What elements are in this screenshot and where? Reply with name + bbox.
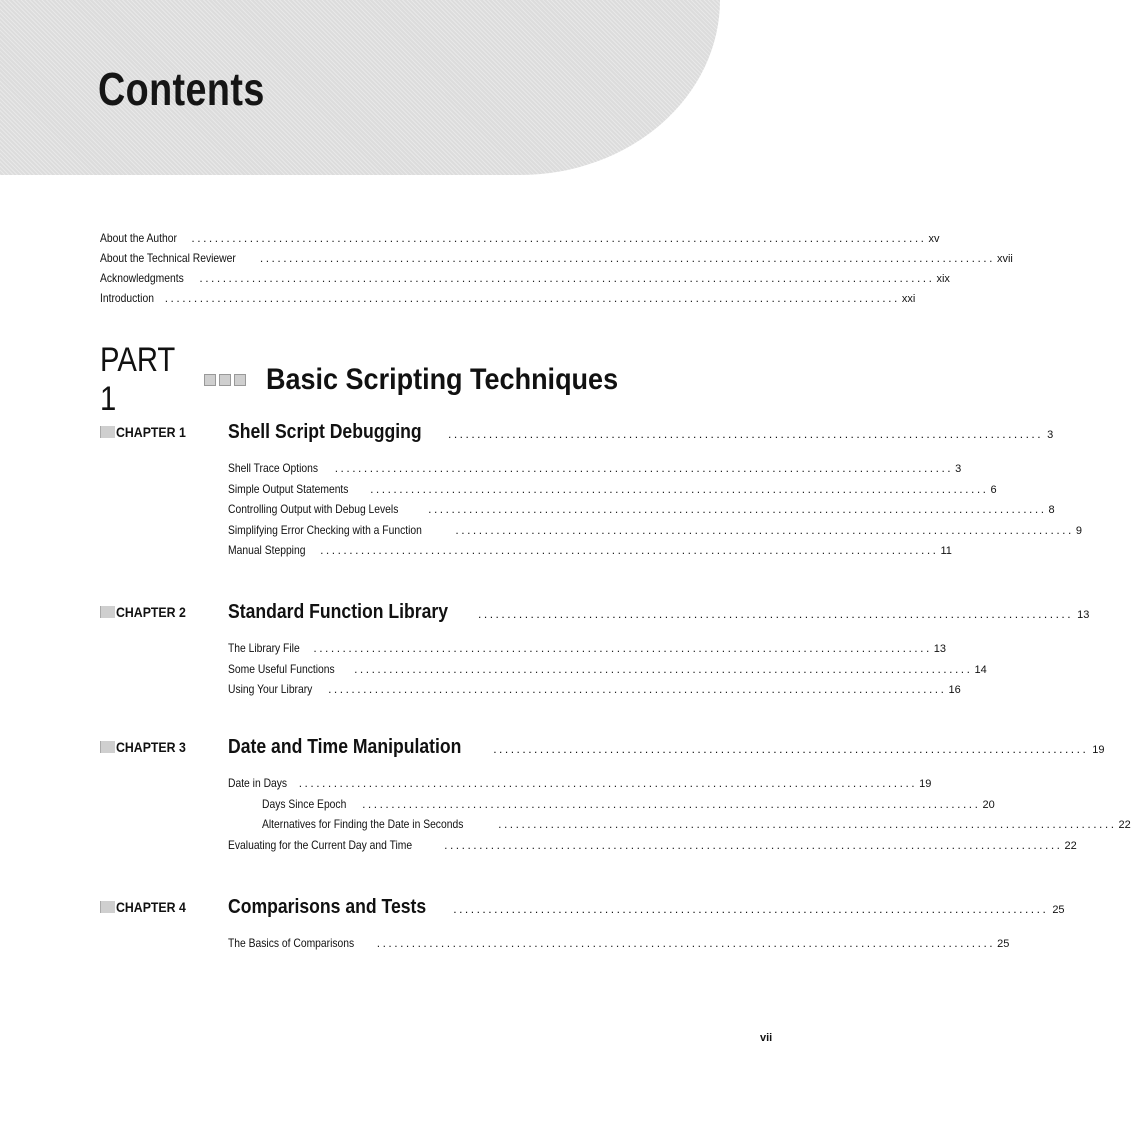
chapter-page: 19 [1092, 744, 1105, 756]
toc-row-page: 22 [1118, 819, 1131, 831]
chapter-label: CHAPTER 3 [100, 739, 228, 755]
toc-row-title: Evaluating for the Current Day and Time [228, 837, 413, 852]
chapter-section [100, 421, 1082, 564]
toc-row-page: xvii [996, 253, 1013, 265]
toc-row[interactable] [228, 661, 987, 683]
chapter-entries [228, 461, 1082, 564]
toc-row-page: xix [936, 273, 950, 285]
dot-leader: ...................................................................................................... [448, 427, 1044, 441]
chapter-title: Standard Function Library [228, 601, 449, 623]
chapter-marker-icon [100, 741, 115, 753]
toc-row-page: 9 [1075, 524, 1082, 537]
toc-row-title: Shell Trace Options [228, 461, 319, 475]
part-title: Basic Scripting Techniques [266, 363, 619, 396]
chapter-page: 13 [1077, 609, 1090, 621]
toc-row-title: About the Technical Reviewer [100, 251, 236, 265]
toc-row-title: Some Useful Functions [228, 661, 335, 676]
toc-row[interactable] [228, 936, 1010, 957]
chapter-heading[interactable] [100, 601, 1090, 631]
dot-leader: .......................................................................................................... [455, 522, 1074, 537]
toc-row-page: 11 [940, 545, 952, 557]
dot-leader: .......................................................................................................... [428, 502, 1047, 516]
chapter-page: 25 [1052, 904, 1065, 916]
toc-row[interactable] [228, 682, 961, 703]
chapter-heading[interactable] [100, 421, 1054, 451]
part-heading [100, 341, 720, 418]
chapter-entries [228, 936, 1010, 957]
dot-leader: ...................................................................................................... [493, 742, 1089, 756]
page-number: vii [760, 1032, 773, 1044]
toc-row-title: Controlling Output with Debug Levels [228, 502, 399, 516]
dot-leader: .......................................................................................................... [313, 641, 932, 655]
dot-leader: .......................................................................................................... [444, 837, 1063, 852]
chapter-label: CHAPTER 4 [100, 899, 228, 915]
toc-row-title: Using Your Library [228, 682, 313, 696]
dot-leader: .......................................................................................................... [334, 461, 954, 475]
toc-row[interactable] [228, 543, 952, 564]
dot-leader: ...................................................................................................... [478, 607, 1074, 621]
chapter-title: Shell Script Debugging [228, 421, 422, 443]
chapter-title: Comparisons and Tests [228, 896, 427, 918]
toc-row-page: 19 [919, 778, 932, 790]
chapter-section [100, 736, 1131, 858]
chapter-entries [228, 776, 1131, 858]
dot-leader: .......................................................................................................... [498, 817, 1117, 831]
toc-row-title: Alternatives for Finding the Date in Seconds [262, 817, 464, 831]
toc-row-page: 22 [1064, 839, 1077, 852]
dot-leader: ...................................................................................................... [453, 902, 1049, 916]
toc-row-page: 6 [990, 483, 997, 496]
part-label: PART 1 [100, 341, 175, 418]
chapter-section [100, 896, 1065, 957]
chapter-marker-icon [100, 901, 115, 913]
dot-leader: .............................................................................................................................. [164, 291, 900, 305]
dot-leader: .......................................................................................................... [370, 481, 989, 496]
chapter-heading[interactable] [100, 736, 1105, 766]
toc-row-page: 3 [955, 463, 962, 475]
toc-row[interactable] [228, 796, 995, 818]
toc-row[interactable] [100, 271, 950, 291]
dot-leader: .............................................................................................................................. [191, 231, 927, 245]
toc-row[interactable] [228, 817, 1131, 838]
toc-row-page: xv [928, 233, 940, 245]
dot-leader: .......................................................................................................... [376, 936, 996, 950]
toc-row-page: xxi [901, 293, 916, 305]
toc-row-title: Simplifying Error Checking with a Function [228, 522, 422, 537]
toc-row[interactable] [228, 837, 1077, 859]
toc-row[interactable] [228, 461, 962, 482]
toc-row[interactable] [100, 291, 916, 311]
dot-leader: .......................................................................................................... [354, 661, 973, 676]
toc-row-title: Introduction [100, 291, 154, 305]
toc-row-title: The Basics of Comparisons [228, 936, 355, 950]
chapter-section [100, 601, 1090, 703]
toc-row-page: 8 [1048, 504, 1055, 516]
toc-row[interactable] [228, 641, 947, 662]
toc-row-title: Manual Stepping [228, 543, 306, 557]
dot-leader: .......................................................................................................... [362, 796, 981, 811]
toc-row[interactable] [228, 776, 932, 797]
part-separator-icon [204, 374, 246, 386]
dot-leader: .............................................................................................................................. [259, 251, 995, 265]
toc-row-title: The Library File [228, 641, 300, 655]
dot-leader: .............................................................................................................................. [199, 271, 935, 285]
toc-row-title: Days Since Epoch [262, 796, 347, 811]
toc-row-page: 20 [982, 798, 995, 811]
chapter-marker-icon [100, 426, 115, 438]
toc-row-title: Simple Output Statements [228, 481, 349, 496]
dot-leader: .......................................................................................................... [320, 543, 939, 557]
toc-row-page: 25 [997, 938, 1010, 950]
chapter-entries [228, 641, 987, 703]
dot-leader: .......................................................................................................... [328, 682, 947, 696]
page-title: Contents [98, 63, 265, 115]
chapter-heading[interactable] [100, 896, 1065, 926]
toc-row-page: 13 [933, 643, 947, 655]
front-matter-list [100, 231, 1013, 311]
chapter-label: CHAPTER 1 [100, 424, 228, 440]
chapter-title: Date and Time Manipulation [228, 736, 462, 758]
toc-row[interactable] [100, 231, 940, 251]
toc-row-page: 14 [974, 663, 987, 676]
toc-row-title: Date in Days [228, 776, 288, 790]
toc-row-title: About the Author [100, 231, 177, 245]
chapter-label: CHAPTER 2 [100, 604, 228, 620]
chapter-marker-icon [100, 606, 115, 618]
toc-row[interactable] [228, 481, 997, 503]
toc-row-page: 16 [948, 684, 961, 696]
toc-row[interactable] [228, 502, 1055, 523]
toc-row[interactable] [228, 522, 1082, 544]
toc-row[interactable] [100, 251, 1013, 271]
dot-leader: .......................................................................................................... [298, 776, 918, 790]
toc-row-title: Acknowledgments [100, 271, 184, 285]
chapter-page: 3 [1047, 429, 1054, 441]
